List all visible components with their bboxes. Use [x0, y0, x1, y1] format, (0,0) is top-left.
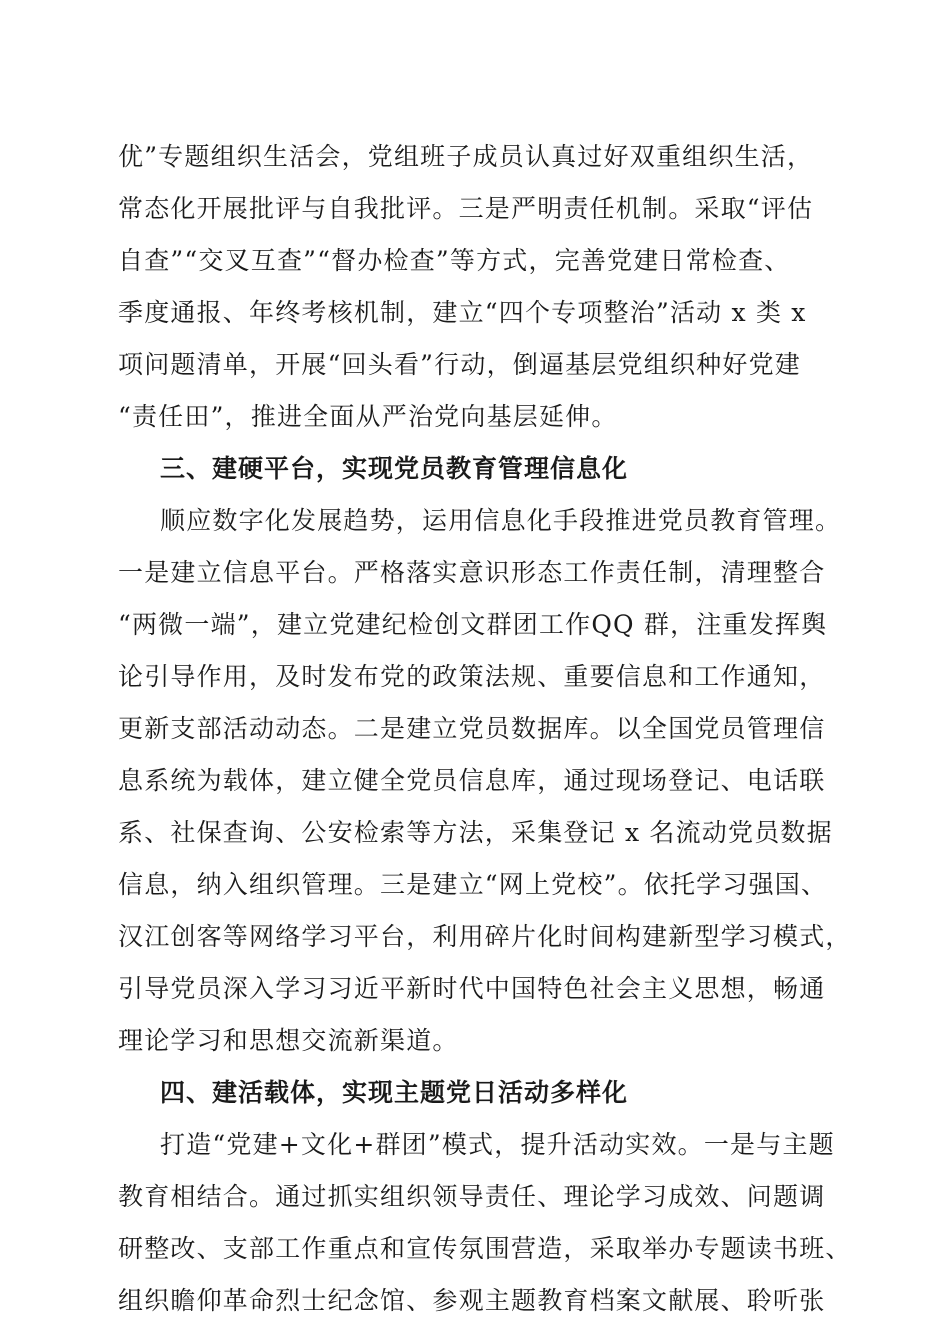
- body-text-line: 季度通报、年终考核机制，建立“四个专项整治”活动 x 类 x: [118, 298, 807, 327]
- body-text-line: 论引导作用，及时发布党的政策法规、重要信息和工作通知，: [118, 662, 826, 691]
- body-text-line: 优”专题组织生活会，党组班子成员认真过好双重组织生活，: [118, 142, 814, 171]
- section-heading-4: 四、建活载体，实现主题党日活动多样化: [160, 1078, 629, 1107]
- body-text-line: 研整改、支部工作重点和宣传氛围营造，采取举办专题读书班、: [118, 1234, 852, 1263]
- body-text-line: 组织瞻仰革命烈士纪念馆、参观主题教育档案文献展、聆听张: [118, 1286, 826, 1315]
- body-text-line: 教育相结合。通过抓实组织领导责任、理论学习成效、问题调: [118, 1182, 826, 1211]
- body-text-line: 引导党员深入学习习近平新时代中国特色社会主义思想，畅通: [118, 974, 826, 1003]
- body-text-line: “责任田”，推进全面从严治党向基层延伸。: [118, 402, 618, 431]
- body-text-line: 系、社保查询、公安检索等方法，采集登记 x 名流动党员数据: [118, 818, 833, 847]
- paragraph-first-line: 顺应数字化发展趋势，运用信息化手段推进党员教育管理。: [160, 506, 842, 535]
- section-heading-3: 三、建硬平台，实现党员教育管理信息化: [160, 454, 629, 483]
- body-text-line: 项问题清单，开展“回头看”行动，倒逼基层党组织种好党建: [118, 350, 801, 379]
- body-text-line: “两微一端”，建立党建纪检创文群团工作QQ 群，注重发挥舆: [118, 610, 828, 639]
- paragraph-first-line: 打造“党建+文化+群团”模式，提升活动实效。一是与主题: [160, 1130, 835, 1159]
- body-text-line: 更新支部活动动态。二是建立党员数据库。以全国党员管理信: [118, 714, 826, 743]
- body-text-line: 汉江创客等网络学习平台，利用碎片化时间构建新型学习模式，: [118, 922, 852, 951]
- body-text-line: 常态化开展批评与自我批评。三是严明责任机制。采取“评估: [118, 194, 814, 223]
- body-text-line: 一是建立信息平台。严格落实意识形态工作责任制，清理整合: [118, 558, 826, 587]
- body-text-line: 理论学习和思想交流新渠道。: [118, 1026, 459, 1055]
- body-text-line: 息系统为载体，建立健全党员信息库，通过现场登记、电话联: [118, 766, 826, 795]
- body-text-line: 信息，纳入组织管理。三是建立“网上党校”。依托学习强国、: [118, 870, 828, 899]
- body-text-line: 自查”“交叉互查”“督办检查”等方式，完善党建日常检查、: [118, 246, 791, 275]
